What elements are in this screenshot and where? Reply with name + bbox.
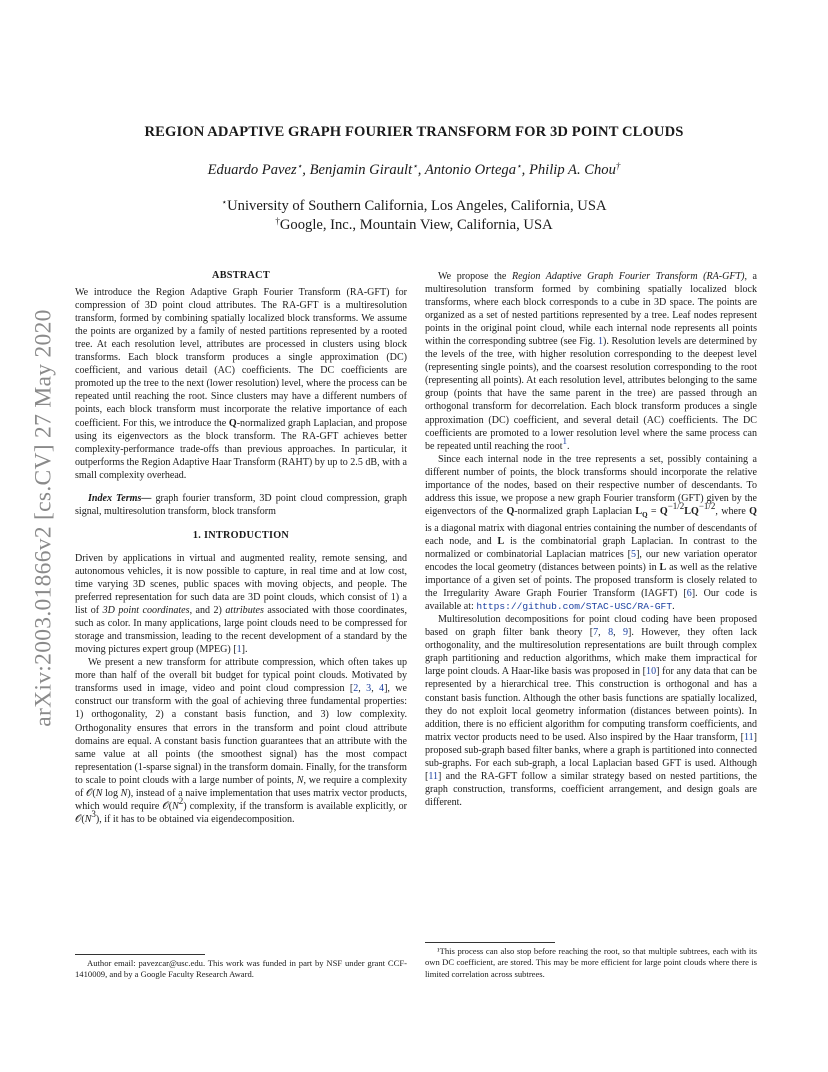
index-terms <box>75 492 407 518</box>
right-column <box>425 270 757 809</box>
footnote-1: ¹This process can also stop before reaching the root, so that multiple subtrees, each with its own DC coefficient, are stored. This may be more efficient for large point clouds where there is limited correlation across subtrees. <box>425 946 757 979</box>
author-email-footnote: Author email: pavezcar@usc.edu. This work was funded in part by NSF under grant CCF-1410009, and by a Google Faculty Research Award. <box>75 958 407 980</box>
arxiv-identifier <box>24 265 64 770</box>
left-footnote <box>75 954 407 981</box>
intro-paragraph-2: We present a new transform for attribute compression, which often takes up more than half of the overall bit budget for typical point clouds. Motivated by transforms used in image, video and point cloud compression [2, 3, 4], we construct our transform with the goal of achieving three fundamental properties: 1) orthogonality, 2) a constant basis function, and 3) low complexity. Orthogonality ensures that errors in the transform and point cloud attribute domains are equal. A constant basis function guarantees that an attribute with the same value at all points (the smoothest signal) has the most compact representation (1-sparse signal) in the transform domain. Finally, for the transform to scale to point clouds with a large number of points, N, we require a complexity of 𝒪(N log N), instead of a naive implementation that uses matrix vector products, which would require $𝒪(N^2)$ complexity, if the transform is available explicitly, or $𝒪(N^3)$, if it has to be obtained via eigendecomposition. <box>75 657 407 825</box>
right-paragraph-2: Since each internal node in the tree represents a set, possibly containing a different number of points, the block transforms should incorporate the relative importance of the nodes, based on their respective number of descendants. To address this issue, we propose a new graph Fourier transform (GFT) given by the eigenvectors of the Q-normalized graph Laplacian $L_Q = Q^{-1/2}LQ^{-1/2}$, where Q is a diagonal matrix with diagonal entries containing the number of descendants of each node, and L is the combinatorial graph Laplacian. In contrast to the normalized or combinatorial Laplacian matrices [5], our new variation operator encodes the local geometry (distances between points) in L as well as the relative importance of a given set of points. The proposed transform is closely related to the Irregularity Aware Graph Fourier Transform (IAGFT) [6]. Our code is available at: https://github.com/STAC-USC/RA-GFT. <box>425 453 758 613</box>
footnote-rule <box>75 954 205 955</box>
right-footnote <box>425 942 757 980</box>
index-terms-text: graph fourier transform, 3D point cloud compression, graph signal, multiresolution transform, block transform <box>75 492 407 517</box>
left-column <box>75 269 407 826</box>
code-url-link[interactable]: https://github.com/STAC-USC/RA-GFT <box>476 601 673 613</box>
affiliation-usc-text: University of Southern California, Los Angeles, California, USA <box>227 198 607 214</box>
intro-paragraph-1: Driven by applications in virtual and augmented reality, remote sensing, and autonomous vehicles, it is now possible to capture, in real time and at low cost, time varying 3D scenes, public spaces with moving objects, and people. The preferred representation for such data are 3D point clouds, which consist of 1) a list of 3D point coordinates, and 2) attributes associated with those coordinates, such as color. In many applications, large point clouds need to be compressed for storage and transmission, leading to the recent development of a standard by the moving pictures expert group (MPEG) [1]. <box>75 552 407 656</box>
author-list: Eduardo Pavez⋆, Benjamin Girault⋆, Antonio Ortega⋆, Philip A. Chou† <box>207 161 621 178</box>
affiliation-google: †Google, Inc., Mountain View, California, USA <box>275 216 553 233</box>
abstract-heading: ABSTRACT <box>212 270 270 281</box>
affiliation-usc: ⋆University of Southern California, Los Angeles, California, USA <box>221 197 607 214</box>
affiliation-google-text: Google, Inc., Mountain View, California, USA <box>279 217 553 233</box>
footnote-rule <box>425 942 555 943</box>
right-paragraph-1: We propose the Region Adaptive Graph Fourier Transform (RA-GFT), a multiresolution transform formed by combining spatially localized block transforms, where each block corresponds to a cube in 3D space. The points are organized as a set of nested partitions represented by a tree. Leaf nodes represent points in the original point cloud, while each internal node represents all points within the corresponding subtree (see Fig. 1). Resolution levels are determined by the levels of the tree, with higher resolution corresponding to the deepest level (representing single points), and the coarsest resolution corresponding to the root (representing all points). At each resolution level, attributes belonging to the same group (points that have the same parent in the tree) are passed through an orthogonal transform for decorrelation. Each block transform produces a single approximation (DC) coefficient, and several detail (AC) coefficients. The DC coefficients are promoted to a lower resolution level where the same process can be repeated until reaching the root$^1$. <box>425 271 757 452</box>
right-paragraph-3: Multiresolution decompositions for point cloud coding have been proposed based on graph filter bank theory [7, 8, 9]. However, they often lack orthogonality, and the multiresolution representations are built through complex graph partitioning and reduction algorithms, which make them impractical for large point clouds. A Haar-like basis was proposed in [10] for any data that can be represented by a hierarchical tree. This construction is orthogonal and has a constant basis function. Although the other basis functions are spatially localized, they do not exploit local geometry information (distances between points). In addition, there is no efficient algorithm for computing transform coefficients, and matrix vector products need to be used. Also inspired by the Haar transform, [11] proposed sub-graph based filter banks, where a graph is partitioned into connected sub-graphs. For each sub-graph, a local Laplacian based GFT is used. Although [11] and the RA-GFT follow a similar strategy based on nested partitions, the graph construction, transforms, coefficient arrangement, and design goals are different. <box>425 614 757 808</box>
abstract-text: We introduce the Region Adaptive Graph Fourier Transform (RA-GFT) for compression of 3D point cloud attributes. The RA-GFT is a multiresolution transform, formed by combining spatially localized block transforms. We assume the points are organized by a family of nested partitions represented by a rooted tree. At each resolution level, attributes are processed in clusters using block transforms. Each block transform produces a single approximation (DC) coefficient, and various detail (AC) coefficients. The DC coefficients are promoted up the tree to the next (lower resolution) level, where the process can be repeated until reaching the root. Since clusters may have a different numbers of points, each block transform must incorporate the relative importance of each coefficient. For this, we introduce the Q-normalized graph Laplacian, and propose using its eigenvectors as the block transform. The RA-GFT achieves better complexity-performance trade-offs than previous approaches. In particular, it outperforms the Region Adaptive Haar Transform (RAHT) by up to 2.5 dB, with a small complexity overhead. <box>75 287 407 481</box>
arxiv-id-text: arXiv:2003.01866v2 [cs.CV] 27 May 2020 <box>30 308 57 727</box>
paper-title: REGION ADAPTIVE GRAPH FOURIER TRANSFORM FOR 3D POINT CLOUDS <box>144 124 684 140</box>
introduction-heading: 1. INTRODUCTION <box>192 529 290 541</box>
index-terms-label: Index Terms— <box>88 492 152 504</box>
